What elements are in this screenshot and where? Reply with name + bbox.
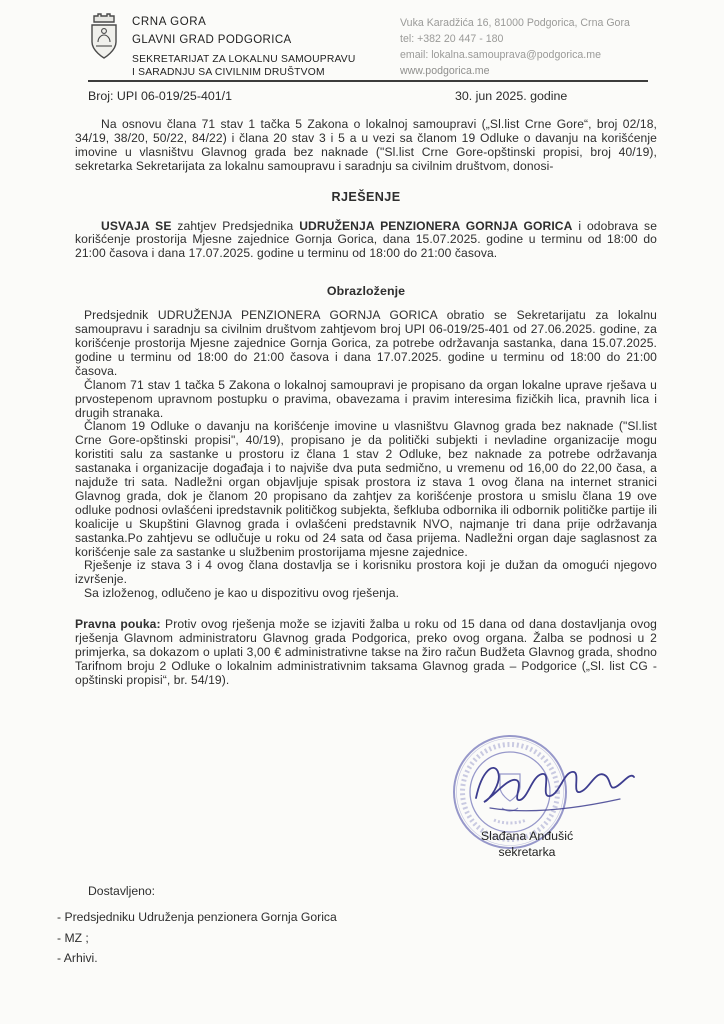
signatory-name: Slađana Anđušić	[480, 829, 574, 843]
contact-block	[400, 15, 630, 79]
legal-notice-paragraph: Pravna pouka: Protiv ovog rješenja može se izjaviti žalba u roku od 15 dana od dana dostavljanja ovog rješenja Glavnom administratoru Glavnog grada Podgorica, preko ovog organa. Žalba se podnosi u 2 primjerka, sa dokazom o uplati 3,00 € administrativne takse na žiro račun Budžeta Glavnog grada, shodno Tarifnom broju 2 Odluke o lokalnim administrativnim taksama Glavnog grada – Podgorice („Sl. list CG - opštinski propisi“, br. 54/19).	[75, 617, 658, 687]
intro-paragraph: Na osnovu člana 71 stav 1 tačka 5 Zakona o lokalnoj samoupravi („Sl.list Crne Gore“, broj 02/18, 34/19, 38/20, 50/22, 84/22) i člana 20 stav 3 i 5 a u vezi sa članom 19 Odluke o davanju na korišćenje imovine u vlasništvu Glavnog grada bez naknade ("Sl.list Crne Gore-opštinski propisi, broj 40/19), sekretarka Sekretarijata za lokalnu samoupravu i saradnju sa civilnim društvom, donosi-	[75, 117, 657, 173]
contact-website: www.podgorica.me	[400, 65, 490, 77]
org-city: GLAVNI GRAD PODGORICA	[132, 34, 292, 46]
contact-phone: tel: +382 20 447 - 180	[400, 33, 504, 45]
handwritten-signature	[468, 750, 640, 822]
distribution-item: - Arhivi.	[57, 951, 98, 965]
disposition-paragraph: USVAJA SE zahtjev Predsjednika UDRUŽENJA PENZIONERA GORNJA GORICA i odobrava se korišćenje prostorija Mjesne zajednice Gornja Gorica, dana 15.07.2025. godine u terminu od 18:00 do 21:00 časova i dana 17.07.2025. godine u terminu od 18:00 do 21:00 časova.	[75, 218, 658, 261]
contact-email: email: lokalna.samouprava@podgorica.me	[400, 49, 601, 61]
distribution-item: - Predsjedniku Udruženja penzionera Gornja Gorica	[57, 910, 337, 924]
body-paragraph: Članom 71 stav 1 tačka 5 Zakona o lokalnoj samoupravi je propisano da organ lokalne uprave rješava u prvostepenom upravnom postupku o pravima, obavezama i pravim interesima fizičkih lica, pravnih lica i drugih stranaka.	[75, 377, 657, 420]
header-divider	[88, 80, 648, 82]
org-country: CRNA GORA	[132, 16, 207, 28]
document-date: 30. jun 2025. godine	[455, 89, 568, 103]
document-body	[75, 118, 657, 688]
org-department-line2: I SARADNJU SA CIVILNIM DRUŠTVOM	[132, 67, 325, 78]
distribution-items	[57, 907, 337, 969]
body-paragraph: Predsjednik UDRUŽENJA PENZIONERA GORNJA GORICA obratio se Sekretarijatu za lokalnu samoupravu i saradnju sa civilnim društvom zahtjevom broj UPI 06-019/25-401 od 27.06.2025. godine, za korišćenje prostorija Mjesne zajednice Gornja Gorica, za potrebe održavanja sastanka, dana 15.07.2025. godine u terminu od 18:00 do 21:00 časova i dana 17.07.2025. godine u terminu od 18:00 do 21:00 časova.	[75, 308, 657, 378]
distribution-list	[57, 884, 337, 969]
reference-row	[88, 89, 657, 103]
signatory-title: sekretarka	[498, 845, 556, 859]
body-paragraph: Sa izloženog, odlučeno je kao u dispozitivu ovog rješenja.	[84, 586, 400, 601]
coat-of-arms-logo	[88, 12, 120, 62]
org-department-line1: SEKRETARIJAT ZA LOKALNU SAMOUPRAVU	[132, 54, 356, 65]
distribution-item: - MZ ;	[57, 930, 89, 945]
distribution-label: Dostavljeno:	[88, 884, 156, 898]
document-title: RJEŠENJE	[331, 189, 401, 204]
contact-address: Vuka Karadžića 16, 81000 Podgorica, Crna Gora	[400, 17, 630, 29]
body-paragraph: Članom 19 Odluke o davanju na korišćenje imovine u vlasništvu Glavnog grada bez naknade ("Sl.list Crne Gore-opštinski propisi", 40/19), propisano je da politički subjekti i nevladine organizacije mogu koristiti salu za sastanke u prostoru iz člana 1 stav 2 Odluke, bez naknade za potrebe održavanja sastanaka i organizacije događaja i to najviše dva puta sedmično, u vremenu od 16,00 do 22,00 časa, a najduže tri sata. Nadležni organ objavljuje spisak prostora iz stava 1 ovog člana na internet stranici Glavnog grada, dok je članom 20 propisano da zahtjev za korišćenje prostora u smislu člana 19 ove odluke podnosi ovlašćeni ipredstavnik političkog subjekta, šefkluba odbornika ili odbornik političke partije ili koalicije u Skupštini Glavnog grada i ovlašćeni predstavnik NVO, najmanje tri dana prije održavanja sastanka.Po zahtjevu se odlučuje u roku od 24 sata od časa prijema. Nadležni organ daje saglasnost za korišćenje sale za sastanke u službenim prostorijama mjesne zajednice.	[75, 419, 657, 559]
organization-block	[132, 16, 355, 79]
document-number: Broj: UPI 06-019/25-401/1	[88, 89, 232, 103]
explanation-paragraphs	[75, 309, 657, 601]
body-paragraph: Rješenje iz stava 3 i 4 ovog člana dostavlja se i korisniku prostora koji je dužan da omogući njegovo izvršenje.	[75, 558, 657, 587]
section-title: Obrazloženje	[326, 284, 406, 299]
